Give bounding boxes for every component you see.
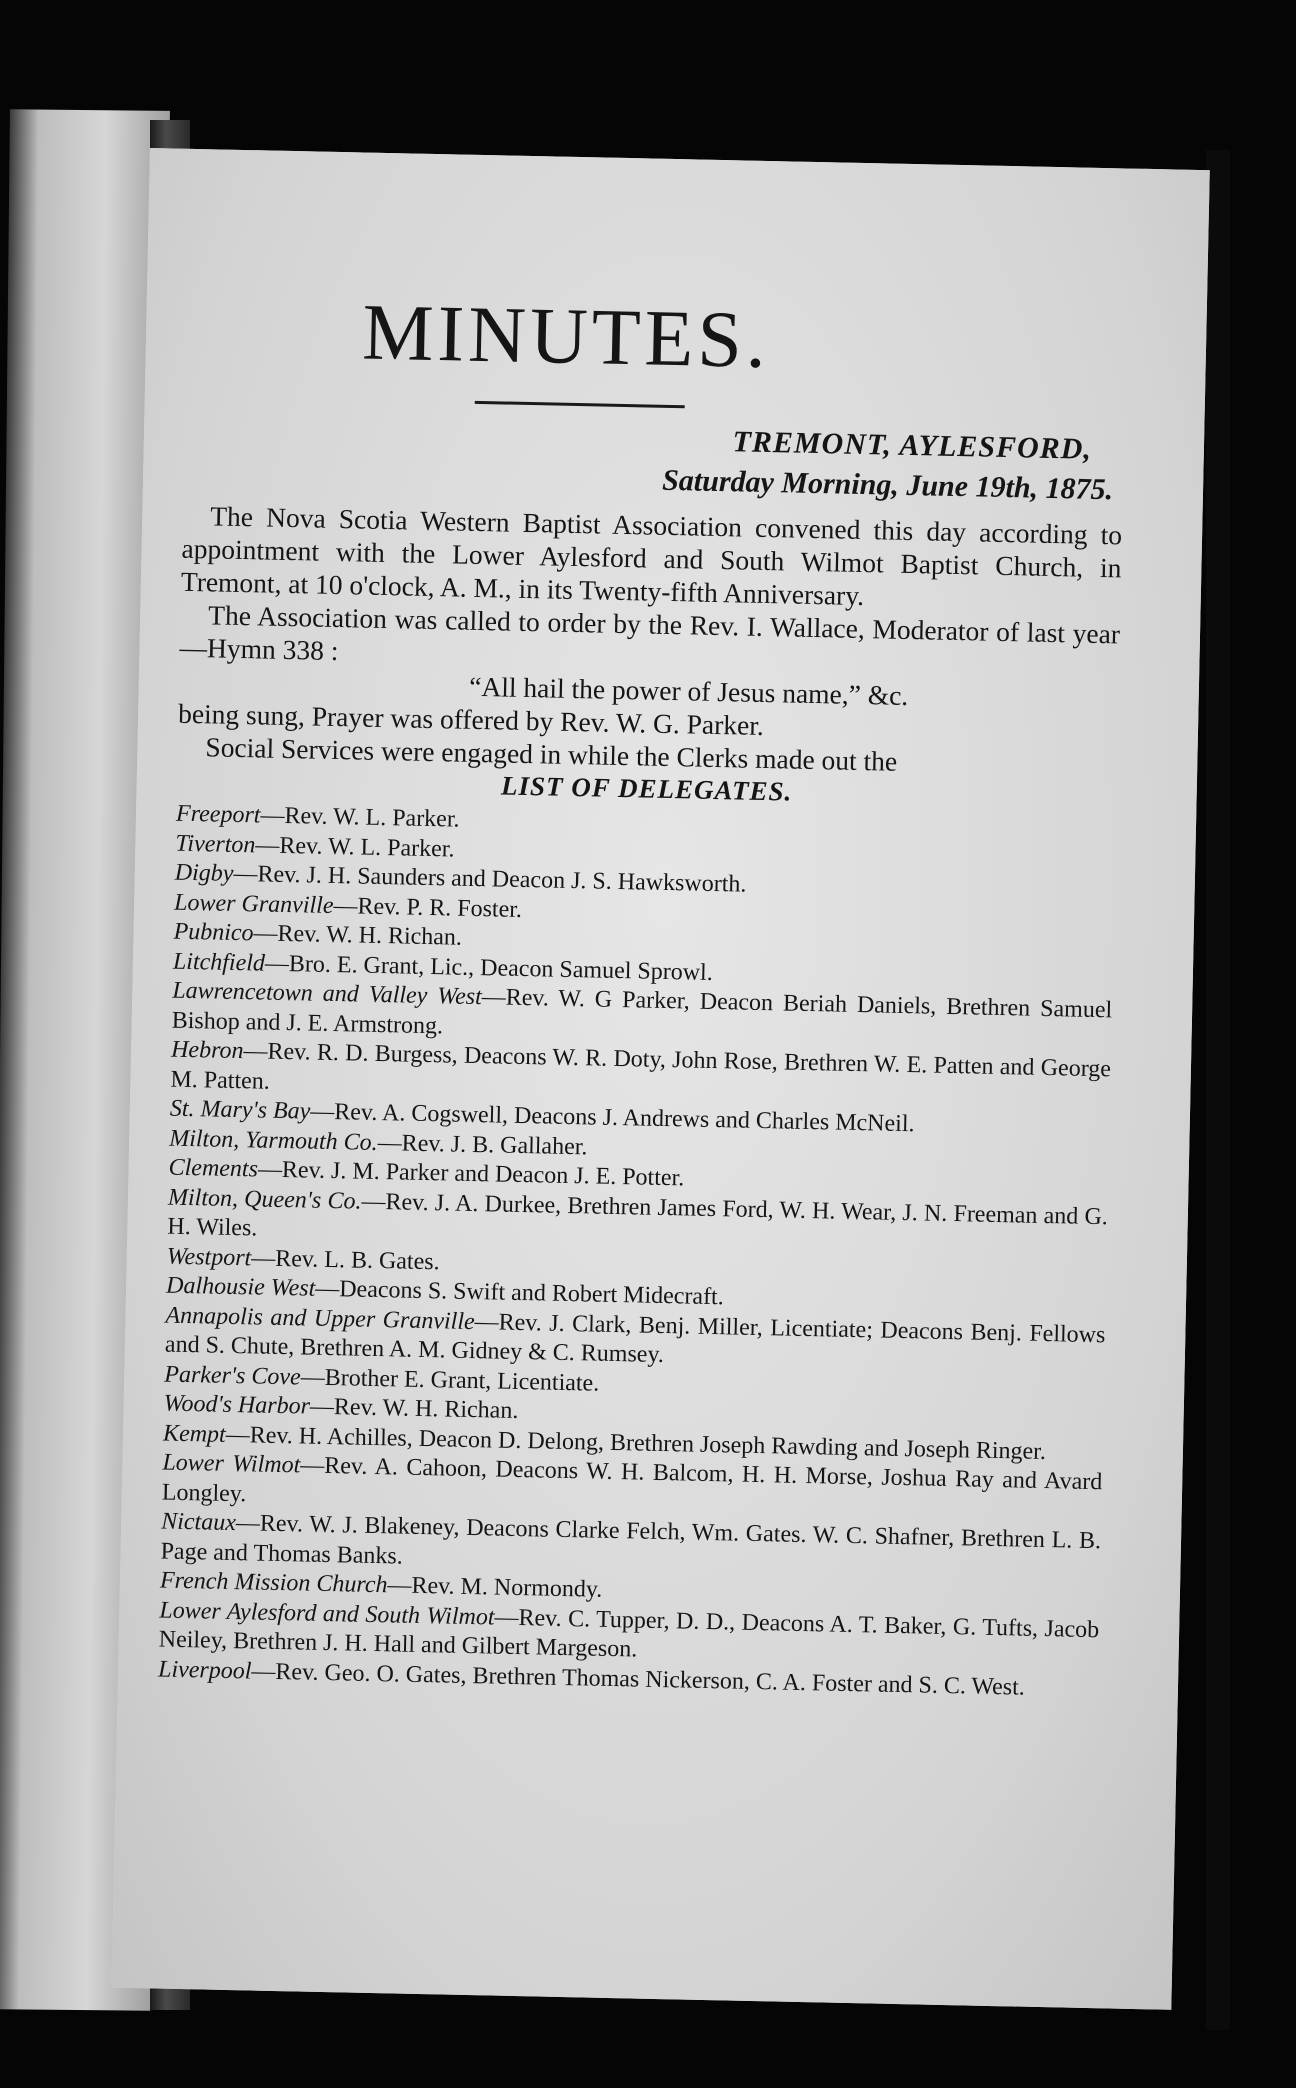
church-name: Milton, Yarmouth Co. [168, 1125, 378, 1156]
delegate-names: —Rev. W. H. Richan. [309, 1393, 519, 1424]
church-name: Lower Wilmot [162, 1449, 301, 1479]
meeting-location: TREMONT, AYLESFORD, [732, 425, 1093, 466]
delegate-names: —Rev. W. L. Parker. [255, 831, 455, 863]
opening-paragraph: The Nova Scotia Western Baptist Association convened this day according to appointment with the Lower Aylesford and South Wilmot Baptist Church, in Tremont, at 10 o'clock, A. M., in its Twenty-fifth Anniversary. [180, 500, 1123, 612]
prayer-paragraph: being sung, Prayer was offered by Rev. W. G. Parker. [177, 697, 765, 741]
page-title: MINUTES. [361, 288, 771, 386]
delegate-names: —Rev. Geo. O. Gates, Brethren Thomas Nickerson, C. A. Foster and S. C. West. [251, 1657, 1026, 1701]
social-services-paragraph: Social Services were engaged in while the Clerks made out the [205, 731, 898, 777]
church-name: Lower Granville [173, 889, 334, 919]
delegates-heading: LIST OF DELEGATES. [500, 770, 793, 807]
church-name: Hebron [170, 1036, 244, 1065]
delegate-names: —Rev. W. H. Richan. [253, 920, 463, 951]
church-name: Milton, Queen's Co. [167, 1184, 362, 1215]
page-content [157, 149, 1150, 1701]
church-name: Westport [166, 1243, 252, 1271]
delegate-names: —Rev. H. Achilles, Deacon D. Delong, Brethren Joseph Rawding and Joseph Ringer. [225, 1421, 1047, 1465]
page-right-edge [1206, 150, 1230, 2030]
church-name: Kempt [162, 1420, 227, 1448]
delegate-names: —Rev. W. L. Parker. [260, 802, 460, 833]
church-name: St. Mary's Bay [169, 1095, 311, 1125]
delegate-list [158, 800, 1116, 1704]
delegate-names: —Rev. J. M. Parker and Deacon J. E. Potter. [257, 1156, 685, 1192]
delegate-names: —Rev. C. Tupper, D. D., Deacons A. T. Baker, G. Tufts, Jacob Neiley, Brethren J. H. Hall and Gilbert Margeson. [158, 1604, 1100, 1663]
church-name: Lawrencetown and Valley West [172, 977, 483, 1011]
church-name: Liverpool [157, 1656, 252, 1684]
delegate-names: —Bro. E. Grant, Lic., Deacon Samuel Sprowl. [264, 950, 714, 986]
delegate-names: —Rev. J. B. Gallaher. [377, 1129, 588, 1160]
delegate-names: —Brother E. Grant, Licentiate. [300, 1363, 600, 1397]
delegate-names: —Rev. W. G Parker, Deacon Beriah Daniels, Brethren Samuel Bishop and J. E. Armstrong. [171, 984, 1113, 1039]
hymn-line: “All hail the power of Jesus name,” &c. [468, 670, 909, 711]
call-to-order-paragraph: The Association was called to order by the Rev. I. Wallace, Moderator of last year—Hymn 338 : [179, 599, 1121, 667]
title-rule [475, 401, 685, 408]
delegate-names: —Rev. M. Normondy. [387, 1572, 603, 1603]
delegate-names: —Rev. J. H. Saunders and Deacon J. S. Hawksworth. [233, 860, 747, 898]
church-name: Freeport [175, 800, 261, 829]
delegate-names: —Rev. A. Cogswell, Deacons J. Andrews and Charles McNeil. [310, 1098, 915, 1138]
delegate-names: —Rev. P. R. Foster. [333, 892, 523, 923]
church-name: French Mission Church [159, 1567, 388, 1599]
church-name: Tiverton [175, 830, 256, 858]
church-name: Nictaux [160, 1508, 237, 1537]
church-name: Clements [168, 1154, 259, 1183]
church-name: Annapolis and Upper Granville [165, 1302, 475, 1335]
delegate-names: —Rev. W. J. Blakeney, Deacons Clarke Felch, Wm. Gates. W. C. Shafner, Brethren L. B. Page and Thomas Banks. [160, 1510, 1102, 1570]
document-page [111, 148, 1209, 2010]
church-name: Dalhousie West [165, 1272, 316, 1302]
minutes-body [158, 499, 1123, 1704]
delegate-names: —Deacons S. Swift and Robert Midecraft. [314, 1275, 725, 1311]
delegate-names: —Rev. J. A. Durkee, Brethren James Ford, W. H. Wear, J. N. Freeman and G. H. Wiles. [167, 1188, 1109, 1242]
delegate-names: —Rev. J. Clark, Benj. Miller, Licentiate; Deacons Benj. Fellows and S. Chute, Brethren A. M. Gidney & C. Rumsey. [164, 1308, 1106, 1369]
delegate-names: —Rev. R. D. Burgess, Deacons W. R. Doty, John Rose, Brethren W. E. Patten and George M. Patten. [170, 1038, 1112, 1095]
church-name: Litchfield [172, 948, 266, 977]
church-name: Pubnico [173, 918, 254, 947]
church-name: Digby [174, 859, 234, 887]
delegate-names: —Rev. L. B. Gates. [250, 1244, 440, 1275]
church-name: Wood's Harbor [163, 1390, 311, 1420]
meeting-date: Saturday Morning, June 19th, 1875. [661, 463, 1114, 507]
church-name: Lower Aylesford and South Wilmot [159, 1597, 495, 1631]
church-name: Parker's Cove [164, 1361, 302, 1390]
delegate-names: —Rev. A. Cahoon, Deacons W. H. Balcom, H. H. Morse, Joshua Ray and Avard Longley. [161, 1452, 1103, 1507]
